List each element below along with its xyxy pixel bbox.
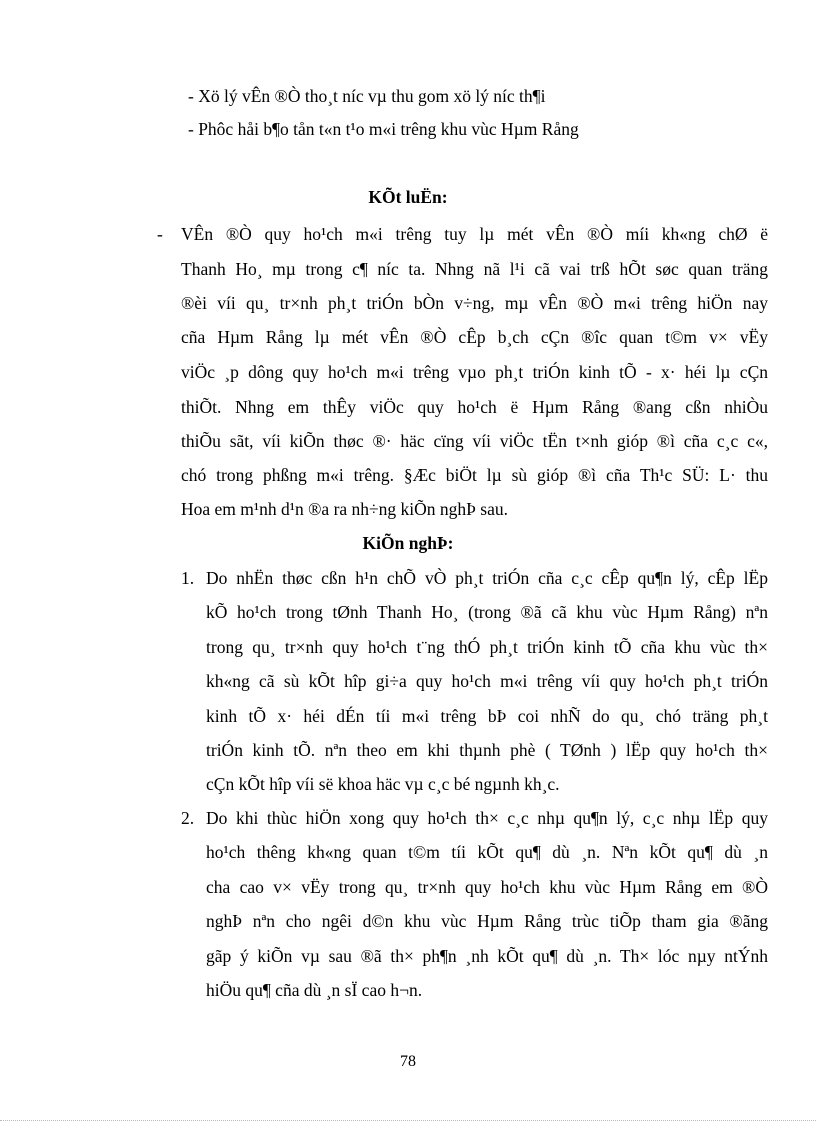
conclusion-line-6: thiÕt. Nhng em thÊy viÖc quy ho¹ch ë Hµm Rång ®ang cßn nhiÒu bbox=[181, 397, 768, 417]
conclusion-line-3: ®èi víi qu¸ tr×nh ph¸t triÓn bÒn v÷ng, mµ vÊn ®Ò m«i trêng hiÖn nay bbox=[181, 293, 768, 313]
recommendation-2-line-2: ho¹ch thêng kh«ng quan t©m tíi kÕt qu¶ dù ¸n. Nªn kÕt qu¶ dù ¸n bbox=[206, 842, 768, 862]
conclusion-line-8: chó trong phßng m«i trêng. §Æc biÖt lµ sù gióp ®ì cña Th¹c SÜ: L· thu bbox=[181, 465, 768, 485]
recommendation-1-line-1: Do nhËn thøc cßn h¹n chÕ vÒ ph¸t triÓn cña c¸c cÊp qu¶n lý, cÊp lËp bbox=[206, 568, 768, 588]
recommendation-number-1: 1. bbox=[181, 568, 195, 588]
conclusion-line-2: Thanh Ho¸ mµ trong c¶ níc ta. Nhng nã l¹i cã vai trß hÕt søc quan träng bbox=[181, 259, 768, 279]
recommendation-2-line-3: cha cao v× vËy trong qu¸ tr×nh quy ho¹ch khu vùc Hµm Rång em ®Ò bbox=[206, 877, 768, 897]
recommendation-1-line-4: kh«ng cã sù kÕt hîp gi÷a quy ho¹ch m«i trêng víi quy ho¹ch ph¸t triÓn bbox=[206, 671, 768, 691]
conclusion-line-7: thiÕu sãt, víi kiÕn thøc ®· häc cïng víi viÖc tËn t×nh gióp ®ì cña c¸c c«, bbox=[181, 431, 768, 451]
page-bottom-divider bbox=[0, 1120, 816, 1121]
recommendation-2-line-4: nghÞ nªn cho ngêi d©n khu vùc Hµm Rång trùc tiÕp tham gia ®ãng bbox=[206, 911, 768, 931]
page-number: 78 bbox=[400, 1053, 416, 1070]
recommendation-2-line-1: Do khi thùc hiÖn xong quy ho¹ch th× c¸c nhµ qu¶n lý, c¸c nhµ lËp quy bbox=[206, 808, 768, 828]
recommendation-1-line-5: kinh tÕ x· héi dÉn tíi m«i trêng bÞ coi nhÑ do qu¸ chó träng ph¸t bbox=[206, 706, 768, 726]
recommendation-2-line-5: gãp ý kiÕn vµ sau ®ã th× ph¶n ¸nh kÕt qu¶ dù ¸n. Th× lóc nµy ntÝnh bbox=[206, 946, 768, 966]
top-item-2: - Phôc håi b¶o tån t«n t¹o m«i trêng khu vùc Hµm Rång bbox=[188, 119, 579, 139]
conclusion-bullet: - bbox=[157, 224, 163, 244]
recommendation-1-line-7: cÇn kÕt hîp víi së khoa häc vµ c¸c bé ngµnh kh¸c. bbox=[206, 774, 560, 794]
conclusion-line-4: cña Hµm Rång lµ mét vÊn ®Ò cÊp b¸ch cÇn ®îc quan t©m v× vËy bbox=[181, 327, 768, 347]
conclusion-line-1: VÊn ®Ò quy ho¹ch m«i trêng tuy lµ mét vÊn ®Ò míi kh«ng chØ ë bbox=[181, 224, 768, 244]
conclusion-line-5: viÖc ¸p dông quy ho¹ch m«i trêng vµo ph¸t triÓn kinh tÕ - x· héi lµ cÇn bbox=[181, 362, 768, 382]
conclusion-line-9: Hoa em m¹nh d¹n ®a ra nh÷ng kiÕn nghÞ sau. bbox=[181, 499, 508, 519]
recommendations-heading: KiÕn nghÞ: bbox=[362, 533, 454, 553]
recommendation-2-line-6: hiÖu qu¶ cña dù ¸n sÏ cao h¬n. bbox=[206, 980, 423, 1000]
recommendation-number-2: 2. bbox=[181, 808, 195, 828]
recommendation-1-line-3: trong qu¸ tr×nh quy ho¹ch t¨ng thÓ ph¸t triÓn kinh tÕ cña khu vùc th× bbox=[206, 637, 768, 657]
recommendation-1-line-2: kÕ ho¹ch trong tØnh Thanh Ho¸ (trong ®ã cã khu vùc Hµm Rång) nªn bbox=[206, 602, 768, 622]
recommendation-1-line-6: triÓn kinh tÕ. nªn theo em khi thµnh phè ( TØnh ) lËp quy ho¹ch th× bbox=[206, 740, 768, 760]
top-item-1: - Xö lý vÊn ®Ò tho¸t níc vµ thu gom xö lý níc th¶i bbox=[188, 86, 546, 106]
conclusion-heading: KÕt luËn: bbox=[368, 187, 448, 207]
